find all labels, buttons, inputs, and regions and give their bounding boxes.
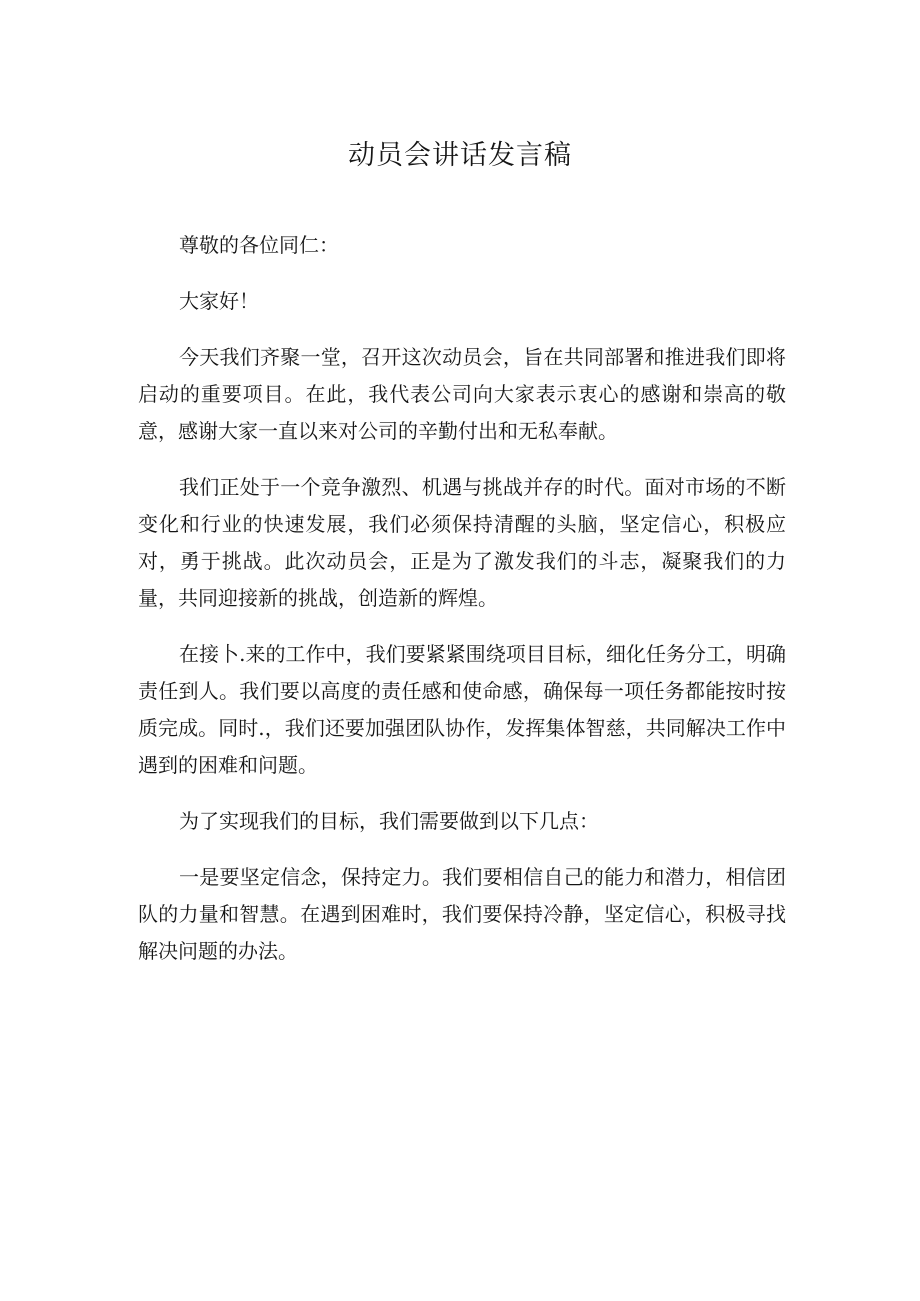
body-paragraph: 一是要坚定信念，保持定力。我们要相信自己的能力和潜力，相信团队的力量和智慧。在遇到困难时，我们要保持冷静，坚定信心，积极寻找解决问题的办法。 [138, 865, 786, 963]
document-title: 动员会讲话发言稿 [348, 140, 572, 171]
body-paragraph: 为了实现我们的目标，我们需要做到以下几点： [179, 809, 599, 833]
document-body [138, 227, 786, 989]
salutation-paragraph: 尊敬的各位同仁： [179, 233, 339, 257]
body-paragraph: 我们正处于一个竞争激烈、机遇与挑战并存的时代。面对市场的不断变化和行业的快速发展，我们必须保持清醒的头脑，坚定信心，积极应对，勇于挑战。此次动员会，正是为了激发我们的斗志，凝聚我们的力量，共同迎接新的挑战，创造新的辉煌。 [138, 475, 786, 610]
body-paragraph: 今天我们齐聚一堂，召开这次动员会，旨在共同部署和推进我们即将启动的重要项目。在此，我代表公司向大家表示衷心的感谢和崇高的敬意，感谢大家一直以来对公司的辛勤付出和无私奉献。 [138, 345, 786, 443]
greeting-paragraph: 大家好！ [179, 289, 259, 313]
body-paragraph: 在接卜.来的工作中，我们要紧紧围绕项目目标，细化任务分工，明确责任到人。我们要以高度的责任感和使命感，确保每一项任务都能按时按质完成。同时.，我们还要加强团队协作，发挥集体智慈，共同解决工作中遇到的困难和问题。 [138, 642, 786, 777]
